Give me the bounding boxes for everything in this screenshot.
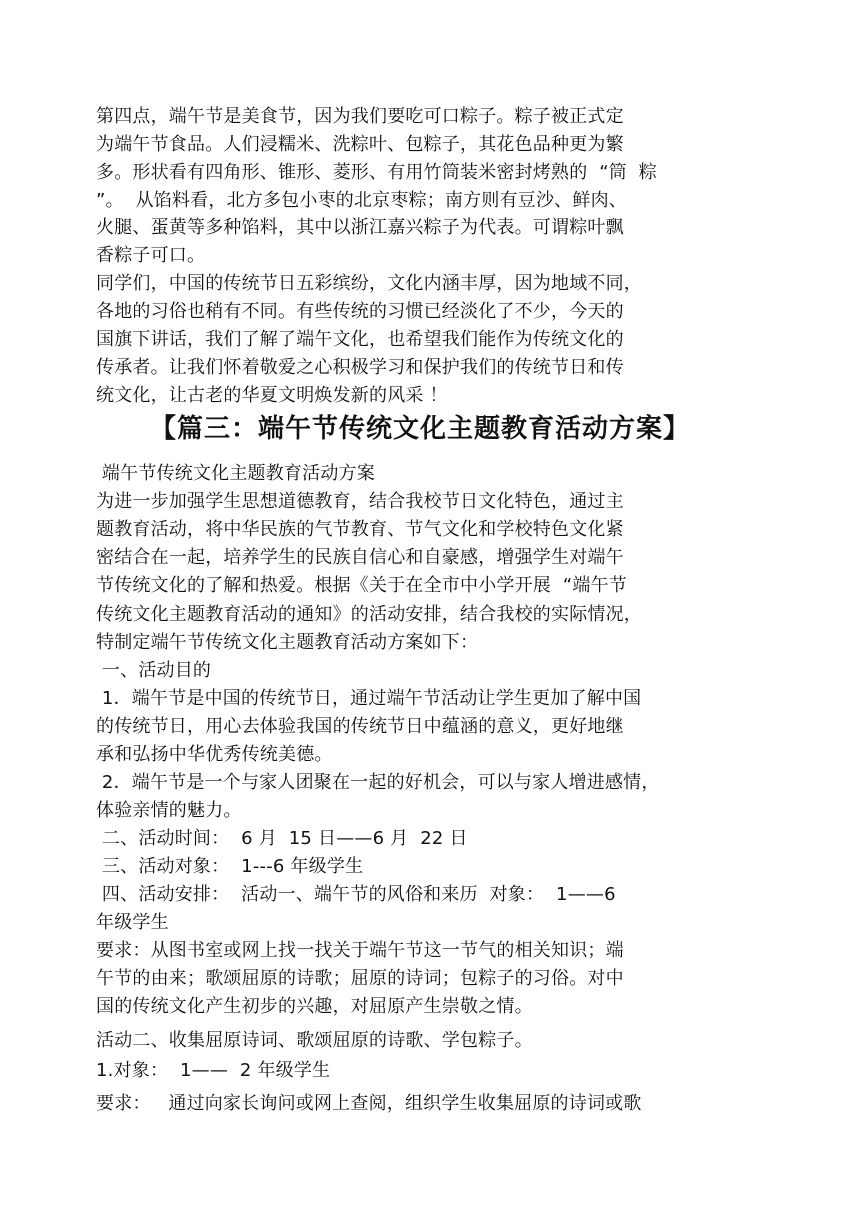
body-line: 第四点，端午节是美食节，因为我们要吃可口粽子。粽子被正式定 bbox=[96, 106, 624, 127]
list-heading: 四、活动安排： 活动一、端午节的风俗和来历 对象： 1——6 bbox=[96, 884, 616, 905]
body-line: 2．端午节是一个与家人团聚在一起的好机会，可以与家人增进感情， bbox=[96, 772, 660, 793]
body-line: 的传统节日，用心去体验我国的传统节日中蕴涵的意义，更好地继 bbox=[96, 716, 624, 737]
body-line: 1．端午节是中国的传统节日，通过端午节活动让学生更加了解中国 bbox=[96, 688, 642, 709]
body-line: 国的传统文化产生初步的兴趣，对屈原产生崇敬之情。 bbox=[96, 996, 533, 1017]
body-line: 统文化，让古老的华夏文明焕发新的风采 ！ bbox=[96, 385, 448, 406]
body-line: 要求： 通过向家长询问或网上查阅，组织学生收集屈原的诗词或歌 bbox=[96, 1093, 642, 1114]
body-line: 密结合在一起，培养学生的民族自信心和自豪感，增强学生对端午 bbox=[96, 547, 624, 568]
list-heading: 一、活动目的 bbox=[96, 660, 212, 681]
body-line: 同学们，中国的传统节日五彩缤纷，文化内涵丰厚，因为地域不同， bbox=[96, 273, 642, 294]
body-line: 1.对象： 1—— 2 年级学生 bbox=[96, 1060, 331, 1081]
body-line: 午节的由来；歌颂屈原的诗歌；屈原的诗词；包粽子的习俗。对中 bbox=[96, 968, 624, 989]
body-line: 承和弘扬中华优秀传统美德。 bbox=[96, 744, 333, 765]
body-line: ”。 从馅料看，北方多包小枣的北京枣粽；南方则有豆沙、鲜肉、 bbox=[96, 190, 627, 211]
body-line: 火腿、蛋黄等多种馅料，其中以浙江嘉兴粽子为代表。可谓粽叶飘 bbox=[96, 217, 624, 238]
body-line: 端午节传统文化主题教育活动方案 bbox=[96, 463, 375, 484]
list-heading: 三、活动对象： 1---6 年级学生 bbox=[96, 856, 364, 877]
body-line: 香粽子可口。 bbox=[96, 245, 206, 266]
list-heading: 二、活动时间： 6 月 15 日——6 月 22 日 bbox=[96, 828, 468, 849]
body-line: 传承者。让我们怀着敬爱之心积极学习和保护我们的传统节日和传 bbox=[96, 357, 624, 378]
body-line: 为端午节食品。人们浸糯米、洗粽叶、包粽子，其花色品种更为繁 bbox=[96, 134, 624, 155]
body-line: 年级学生 bbox=[96, 912, 169, 933]
body-line: 活动二、收集屈原诗词、歌颂屈原的诗歌、学包粽子。 bbox=[96, 1030, 533, 1051]
body-line: 要求：从图书室或网上找一找关于端午节这一节气的相关知识；端 bbox=[96, 940, 624, 961]
body-line: 题教育活动，将中华民族的气节教育、节气文化和学校特色文化紧 bbox=[96, 519, 624, 540]
body-line: 特制定端午节传统文化主题教育活动方案如下： bbox=[96, 632, 479, 653]
body-line: 为进一步加强学生思想道德教育，结合我校节日文化特色，通过主 bbox=[96, 491, 624, 512]
body-line: 节传统文化的了解和热爱。根据《关于在全市中小学开展 “端午节 bbox=[96, 575, 627, 596]
body-line: 传统文化主题教育活动的通知》的活动安排，结合我校的实际情况， bbox=[96, 604, 642, 625]
body-line: 体验亲情的魅力。 bbox=[96, 800, 242, 821]
body-line: 各地的习俗也稍有不同。有些传统的习惯已经淡化了不少，今天的 bbox=[96, 301, 624, 322]
body-line: 多。形状看有四角形、锥形、菱形、有用竹筒装米密封烤熟的 “筒 粽 bbox=[96, 162, 658, 183]
body-line: 国旗下讲话，我们了解了端午文化，也希望我们能作为传统文化的 bbox=[96, 329, 624, 350]
section-heading: 【篇三：端午节传统文化主题教育活动方案】 bbox=[150, 414, 691, 444]
